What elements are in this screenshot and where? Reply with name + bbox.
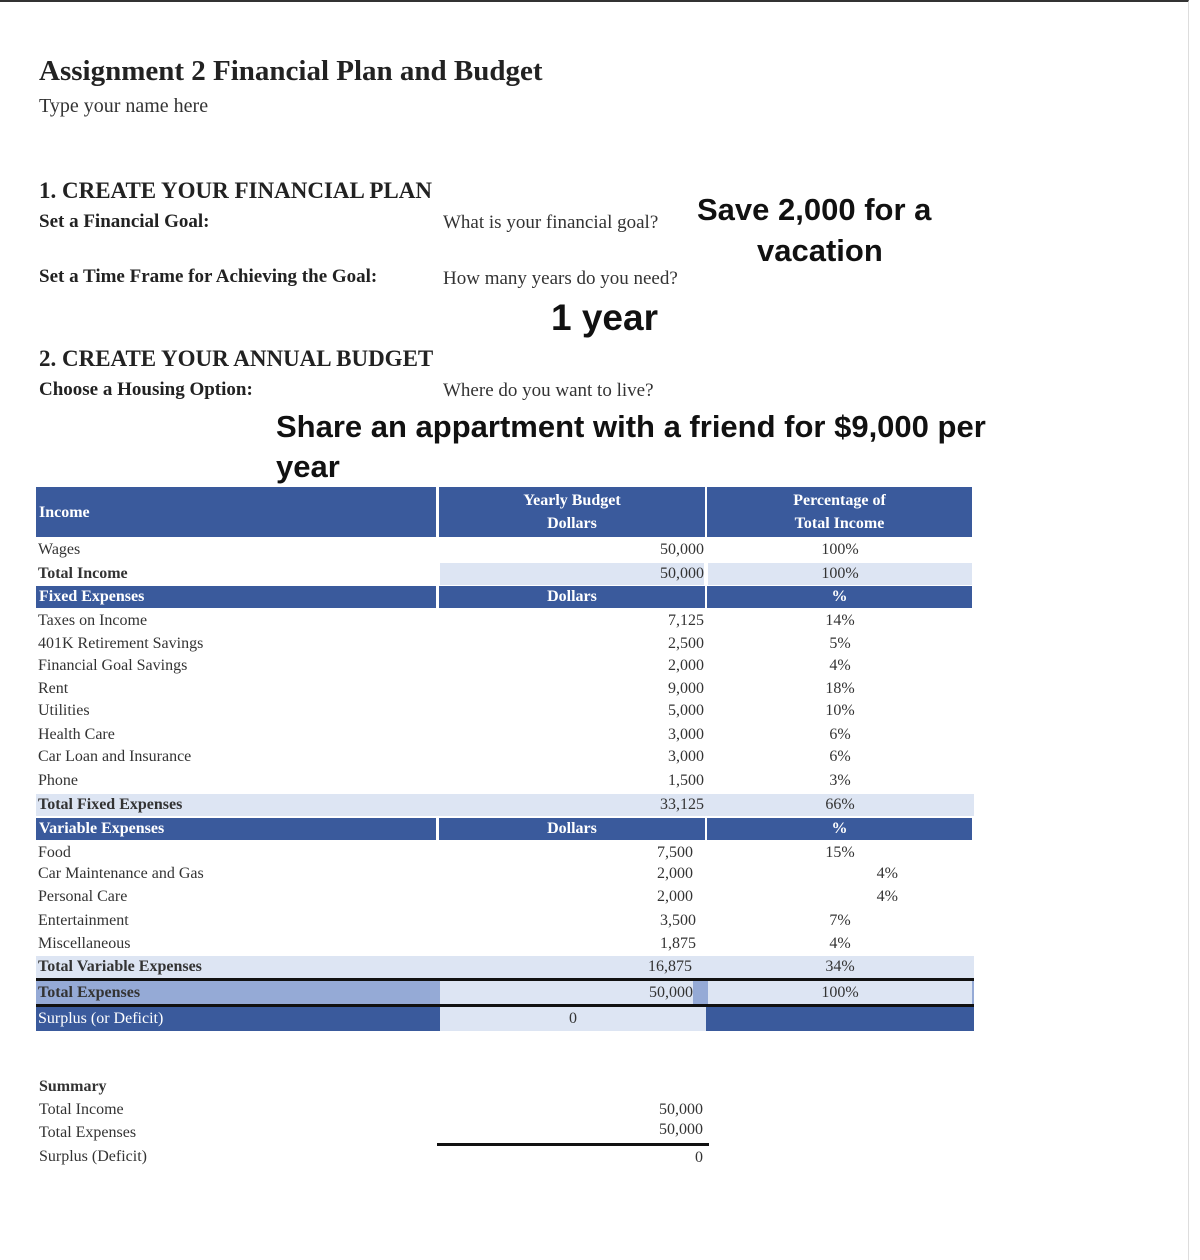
row-dollars[interactable]: 2,000 <box>657 888 693 905</box>
fixed-dollars-header <box>439 586 705 608</box>
variable-dollars-label: Dollars <box>547 820 597 837</box>
row-pct: 18% <box>825 680 855 697</box>
table-row-total-income <box>36 563 974 585</box>
row-dollars[interactable]: 7,500 <box>657 844 693 861</box>
row-label: Car Maintenance and Gas <box>38 865 204 882</box>
row-label: Taxes on Income <box>38 612 148 629</box>
row-pct: 10% <box>825 702 855 719</box>
row-dollars[interactable]: 2,000 <box>668 657 704 674</box>
goal-answer-line2[interactable]: vacation <box>757 233 883 268</box>
row-pct: 4% <box>876 865 898 882</box>
fixed-pct-label: % <box>831 588 848 605</box>
row-label: Food <box>38 844 71 861</box>
summary-total-income-value: 50,000 <box>659 1101 703 1118</box>
row-label: Car Loan and Insurance <box>38 748 192 765</box>
housing-question: Where do you want to live? <box>443 380 654 401</box>
variable-pct-label: % <box>831 820 848 837</box>
table-row <box>36 700 974 722</box>
row-dollars: 0 <box>440 1007 706 1031</box>
row-dollars[interactable]: 3,000 <box>668 726 704 743</box>
pct-header-line2: Total Income <box>794 515 885 532</box>
name-field[interactable]: Type your name here <box>39 95 209 117</box>
table-row <box>36 933 974 955</box>
table-row <box>36 539 974 561</box>
table-row <box>36 910 974 932</box>
row-pct: 6% <box>829 726 851 743</box>
housing-answer-line2[interactable]: year <box>276 449 340 484</box>
row-dollars: 50,000 <box>440 981 693 1004</box>
row-dollars[interactable]: 50,000 <box>660 541 704 558</box>
goal-label: Set a Financial Goal: <box>39 211 210 232</box>
housing-answer-line1[interactable]: Share an appartment with a friend for $9,000 per <box>276 409 986 444</box>
row-pct: 100% <box>708 981 972 1004</box>
table-row <box>36 678 974 700</box>
row-dollars[interactable]: 5,000 <box>668 702 704 719</box>
row-label: Personal Care <box>38 888 128 905</box>
table-row <box>36 863 974 885</box>
row-pct: 34% <box>825 958 855 975</box>
row-label: Total Expenses <box>38 983 141 1001</box>
table-row <box>36 724 974 746</box>
budget-heading: 2. CREATE YOUR ANNUAL BUDGET <box>39 346 434 371</box>
variable-header-label: Variable Expenses <box>39 820 165 837</box>
summary-surplus-value: 0 <box>695 1149 703 1166</box>
row-label: Financial Goal Savings <box>38 657 188 674</box>
table-row <box>36 886 974 908</box>
row-pct: 5% <box>829 635 851 652</box>
row-label: Rent <box>38 680 69 697</box>
row-dollars[interactable]: 3,500 <box>660 912 696 929</box>
table-row <box>36 770 974 792</box>
table-row <box>36 746 974 768</box>
summary-total-expenses-label: Total Expenses <box>39 1124 137 1141</box>
goal-question: What is your financial goal? <box>443 212 659 233</box>
row-pct: 100% <box>821 541 859 558</box>
fixed-dollars-label: Dollars <box>547 588 597 605</box>
dollars-header-line1: Yearly Budget <box>523 492 621 509</box>
row-pct: 15% <box>825 844 855 861</box>
row-label: Total Fixed Expenses <box>38 796 183 813</box>
table-row-total-variable <box>36 956 974 978</box>
row-pct: 7% <box>829 912 851 929</box>
row-dollars: 16,875 <box>648 958 692 975</box>
row-dollars[interactable]: 3,000 <box>668 748 704 765</box>
row-dollars: 50,000 <box>440 563 704 585</box>
row-pct: 6% <box>829 748 851 765</box>
timeframe-answer[interactable]: 1 year <box>551 297 658 338</box>
pct-header-line1: Percentage of <box>793 492 886 509</box>
row-label: Total Variable Expenses <box>38 958 202 975</box>
row-pct: 14% <box>825 612 855 629</box>
row-label: Phone <box>38 772 78 789</box>
fixed-header-label: Fixed Expenses <box>39 588 145 605</box>
row-label: 401K Retirement Savings <box>38 635 204 652</box>
table-row <box>36 633 974 655</box>
plan-heading: 1. CREATE YOUR FINANCIAL PLAN <box>39 178 432 203</box>
table-row-total-fixed <box>36 794 974 816</box>
row-dollars[interactable]: 9,000 <box>668 680 704 697</box>
dollars-header <box>439 487 705 537</box>
housing-label: Choose a Housing Option: <box>39 379 253 400</box>
summary-divider <box>437 1143 709 1146</box>
income-header-text: Income <box>39 503 90 521</box>
dollars-header-line2: Dollars <box>547 515 597 532</box>
row-pct: 4% <box>876 888 898 905</box>
row-dollars[interactable]: 1,500 <box>668 772 704 789</box>
row-label: Miscellaneous <box>38 935 131 952</box>
row-pct: 4% <box>829 935 851 952</box>
table-row-total-expenses <box>36 981 974 1004</box>
row-dollars[interactable]: 2,000 <box>657 865 693 882</box>
variable-dollars-header <box>439 818 705 840</box>
summary-surplus-label: Surplus (Deficit) <box>39 1148 147 1165</box>
timeframe-question: How many years do you need? <box>443 268 678 289</box>
row-pct: 4% <box>829 657 851 674</box>
row-label: Surplus (or Deficit) <box>38 1010 164 1027</box>
summary-heading: Summary <box>39 1078 107 1095</box>
fixed-expenses-header <box>36 586 436 608</box>
row-pct: 66% <box>825 796 855 813</box>
table-row <box>36 610 974 632</box>
row-dollars[interactable]: 7,125 <box>668 612 704 629</box>
summary-total-expenses-value: 50,000 <box>659 1121 703 1138</box>
row-dollars[interactable]: 2,500 <box>668 635 704 652</box>
row-label: Health Care <box>38 726 115 743</box>
page-title: Assignment 2 Financial Plan and Budget <box>39 55 543 87</box>
row-label: Total Income <box>38 565 128 582</box>
table-row-surplus <box>36 1007 974 1031</box>
timeframe-label: Set a Time Frame for Achieving the Goal: <box>39 266 378 287</box>
row-label: Wages <box>38 541 81 558</box>
row-dollars: 33,125 <box>660 796 704 813</box>
row-dollars[interactable]: 1,875 <box>660 935 696 952</box>
variable-expenses-header <box>36 818 436 840</box>
row-pct: 3% <box>829 772 851 789</box>
variable-pct-header <box>707 818 972 840</box>
income-header <box>36 487 436 537</box>
row-pct: 100% <box>708 563 972 585</box>
table-row <box>36 655 974 677</box>
pct-header <box>707 487 972 537</box>
fixed-pct-header <box>707 586 972 608</box>
goal-answer-line1[interactable]: Save 2,000 for a <box>697 192 932 227</box>
summary-total-income-label: Total Income <box>39 1101 124 1118</box>
row-label: Entertainment <box>38 912 129 929</box>
row-label: Utilities <box>38 702 90 719</box>
table-row <box>36 842 974 864</box>
